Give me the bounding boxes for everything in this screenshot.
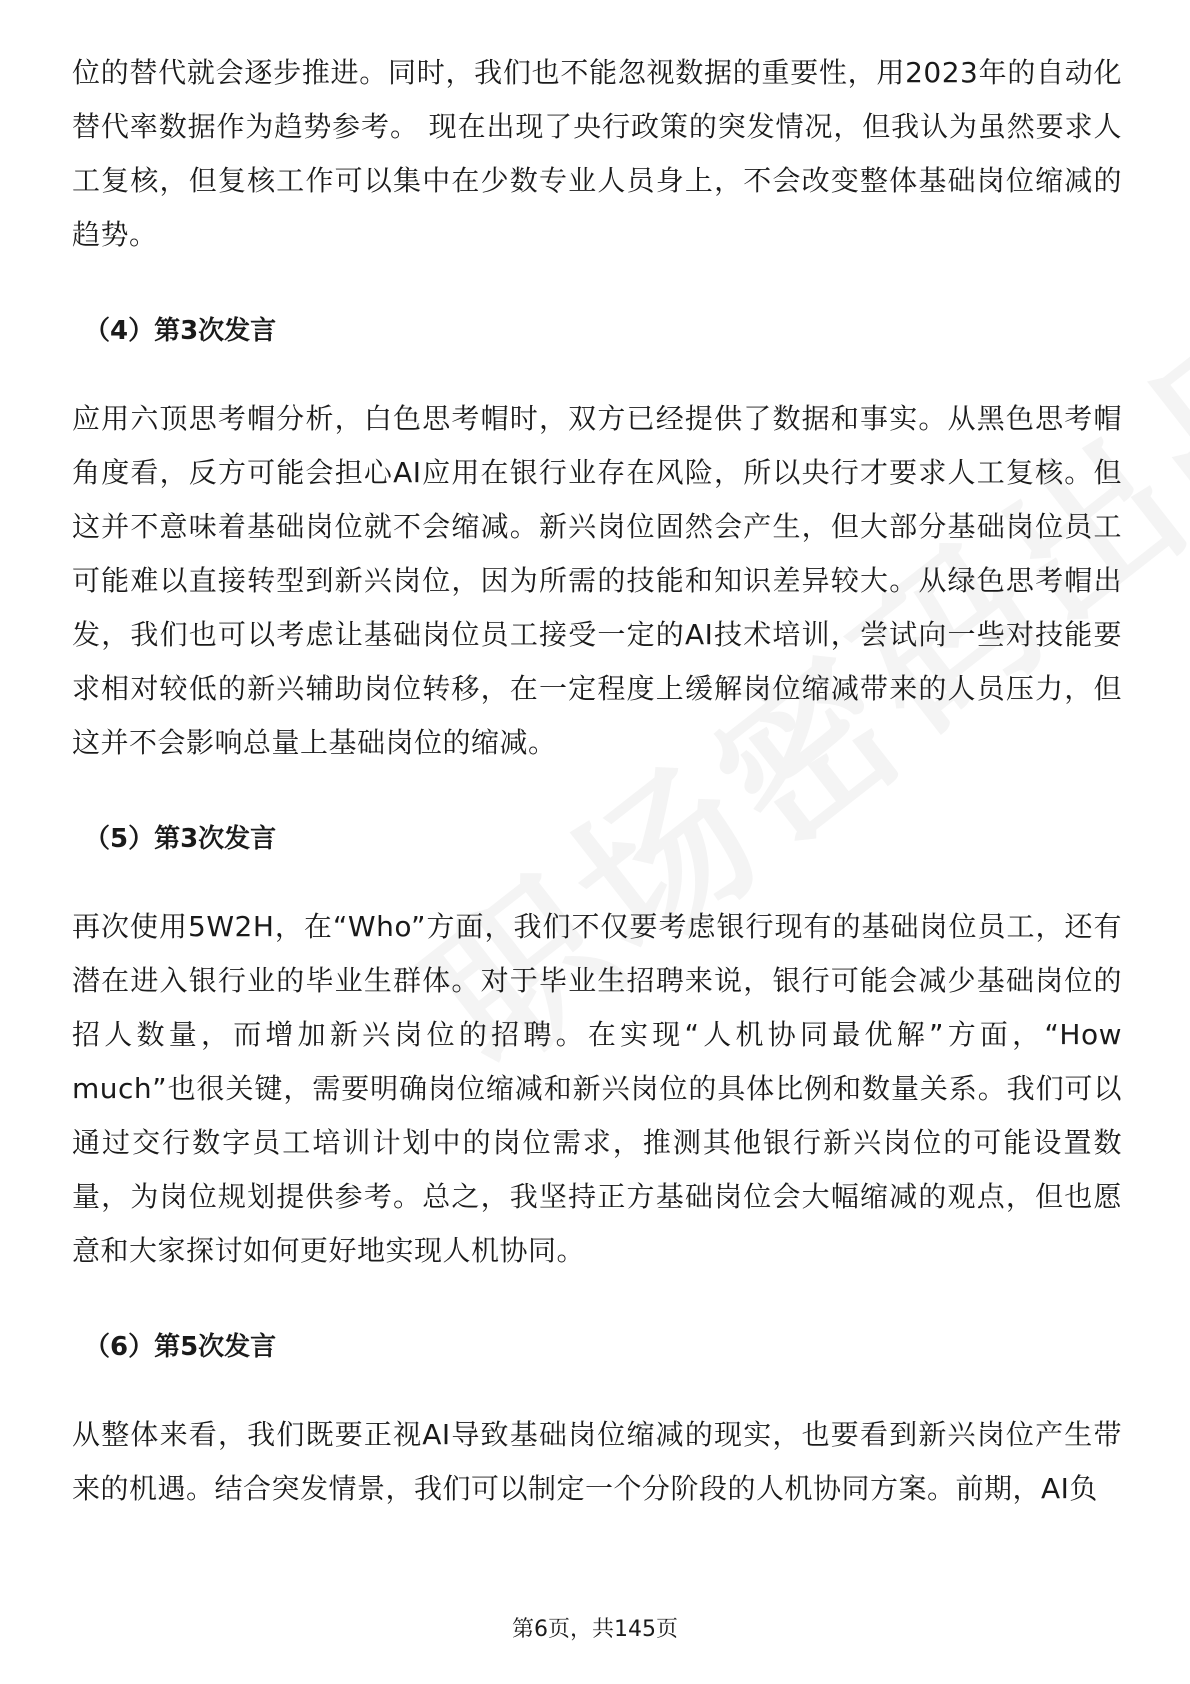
intro-paragraph: 位的替代就会逐步推进。同时，我们也不能忽视数据的重要性，用2023年的自动化替代率数据作为趋势参考。 现在出现了央行政策的突发情况，但我认为虽然要求人工复核，但复核工作可以集中在少数专业人员身上，不会改变整体基础岗位缩减的趋势。 xyxy=(72,56,1122,251)
section-heading-4: （4）第3次发言 xyxy=(84,316,277,346)
section-body-4: 应用六顶思考帽分析，白色思考帽时，双方已经提供了数据和事实。从黑色思考帽角度看，反方可能会担心AI应用在银行业存在风险，所以央行才要求人工复核。但这并不意味着基础岗位就不会缩减。新兴岗位固然会产生，但大部分基础岗位员工可能难以直接转型到新兴岗位，因为所需的技能和知识差异较大。从绿色思考帽出发，我们也可以考虑让基础岗位员工接受一定的AI技术培训，尝试向一些对技能要求相对较低的新兴辅助岗位转移，在一定程度上缓解岗位缩减带来的人员压力，但这并不会影响总量上基础岗位的缩减。 xyxy=(72,402,1122,759)
section-body-6: 从整体来看，我们既要正视AI导致基础岗位缩减的现实，也要看到新兴岗位产生带来的机遇。结合突发情景，我们可以制定一个分阶段的人机协同方案。前期，AI负 xyxy=(72,1418,1122,1505)
document-body xyxy=(72,46,1122,1516)
section-heading-5: （5）第3次发言 xyxy=(84,824,277,854)
page-number-footer: 第6页，共145页 xyxy=(512,1617,678,1642)
section-heading-6: （6）第5次发言 xyxy=(84,1332,277,1362)
section-body-5: 再次使用5W2H，在“Who”方面，我们不仅要考虑银行现有的基础岗位员工，还有潜在进入银行业的毕业生群体。对于毕业生招聘来说，银行可能会减少基础岗位的招人数量，而增加新兴岗位的招聘。在实现“人机协同最优解”方面，“How much”也很关键，需要明确岗位缩减和新兴岗位的具体比例和数量关系。我们可以通过交行数字员工培训计划中的岗位需求，推测其他银行新兴岗位的可能设置数量，为岗位规划提供参考。总之，我坚持正方基础岗位会大幅缩减的观点，但也愿意和大家探讨如何更好地实现人机协同。 xyxy=(72,910,1122,1267)
